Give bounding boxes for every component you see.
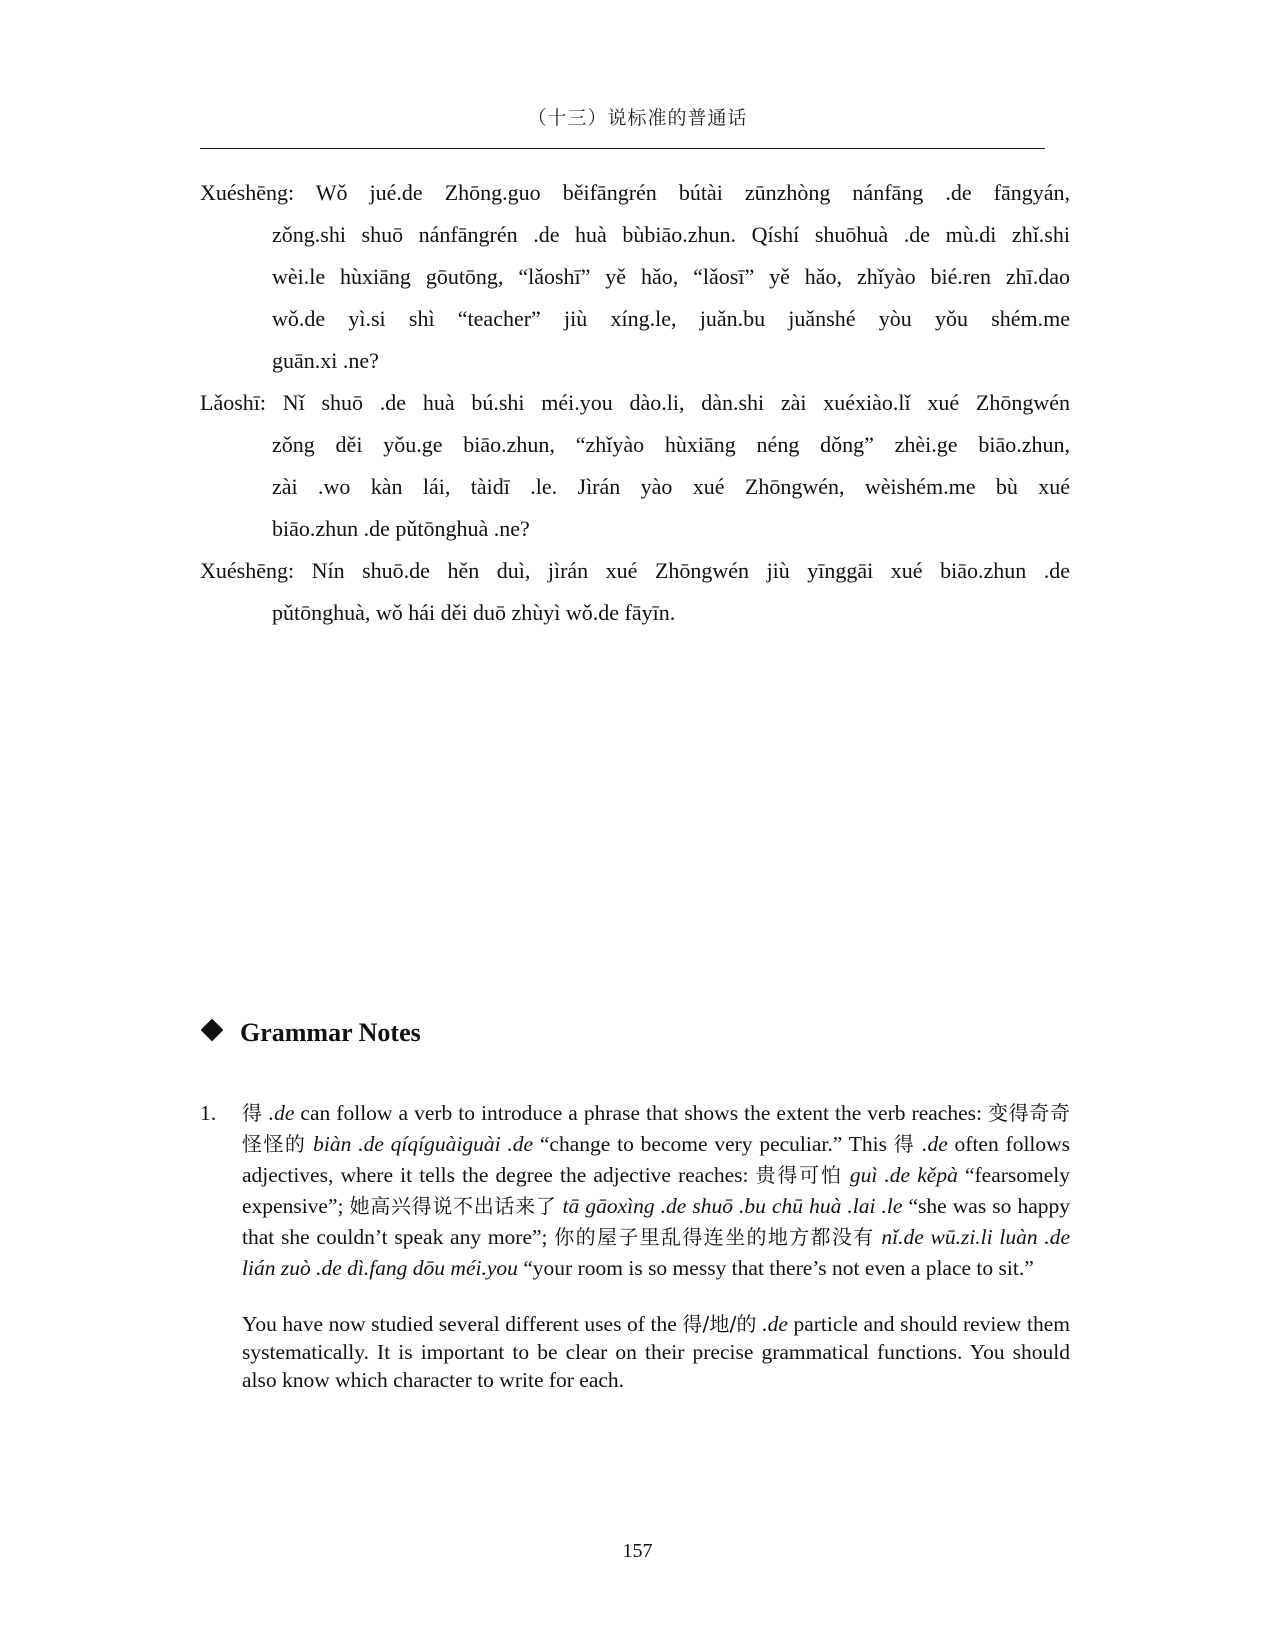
speech-line: Nín shuō.de hěn duì, jìrán xué Zhōngwén jiù yīnggāi xué biāo.zhun .de bbox=[311, 558, 1070, 583]
speech-line: biāo.zhun .de pǔtōnghuà .ne? bbox=[272, 516, 530, 541]
note-text: “fearsomely expensive”; bbox=[242, 1163, 1071, 1218]
note-text: “she was so happy that she couldn’t speak any more”; bbox=[242, 1194, 1071, 1249]
speech-line: zài .wo kàn lái, tàidī .le. Jìrán yào xué Zhōngwén, wèishém.me bù xué bbox=[272, 474, 1070, 499]
section-heading-text: Grammar Notes bbox=[240, 1018, 421, 1047]
pinyin-term: .de bbox=[922, 1132, 948, 1156]
pinyin-term: nǐ.de wū.zi.li luàn .de lián zuò .de dì.fang dōu méi.you bbox=[242, 1225, 1070, 1280]
speaker-label: Lǎoshī: bbox=[200, 390, 266, 415]
header-rule bbox=[200, 148, 1045, 149]
grammar-note-1 bbox=[200, 1098, 1070, 1394]
note-text: can follow a verb to introduce a phrase that shows the extent the verb reaches: bbox=[294, 1101, 989, 1125]
chinese-term: 她高兴得说不出话来了 bbox=[349, 1194, 557, 1218]
speech-line: wèi.le hùxiāng gōutōng, “lǎoshī” yě hǎo, “lǎosī” yě hǎo, zhǐyào bié.ren zhī.dao bbox=[272, 264, 1070, 289]
page-number: 157 bbox=[622, 1540, 653, 1562]
note-paragraph-2 bbox=[242, 1310, 1070, 1394]
note-number: 1. bbox=[200, 1101, 217, 1125]
note-text: You have now studied several different uses of the bbox=[242, 1312, 683, 1336]
chinese-term: 你的屋子里乱得连坐的地方都没有 bbox=[554, 1225, 875, 1249]
speech-line: Wǒ jué.de Zhōng.guo běifāngrén bútài zūnzhòng nánfāng .de fāngyán, bbox=[315, 180, 1070, 205]
pinyin-term: .de bbox=[762, 1312, 788, 1336]
speech-line: Nǐ shuō .de huà bú.shi méi.you dào.li, dàn.shi zài xuéxiào.lǐ xué Zhōngwén bbox=[282, 390, 1071, 415]
pinyin-term: tā gāoxìng .de shuō .bu chū huà .lai .le bbox=[562, 1194, 903, 1218]
chinese-term: 变得奇奇怪怪的 bbox=[242, 1101, 1071, 1156]
dialogue-turn-student-1 bbox=[200, 172, 1070, 382]
note-text: “change to become very peculiar.” This bbox=[533, 1132, 894, 1156]
chinese-term: 得 bbox=[893, 1132, 916, 1156]
chinese-term: 贵得可怕 bbox=[755, 1163, 843, 1187]
dialogue-turn-student-2 bbox=[200, 550, 1070, 634]
note-text: “your room is so messy that there’s not even a place to sit.” bbox=[517, 1256, 1034, 1280]
speaker-label: Xuéshēng: bbox=[200, 180, 295, 205]
dialogue bbox=[200, 172, 1070, 634]
speech-line: guān.xi .ne? bbox=[272, 348, 379, 373]
pinyin-term: .de bbox=[268, 1101, 295, 1125]
note-paragraph-1 bbox=[242, 1098, 1070, 1284]
chinese-term: 得 bbox=[242, 1101, 263, 1125]
running-header: （十三）说标准的普通话 bbox=[527, 108, 748, 129]
note-text: particle and should review them systematically. It is important to be clear on their precise grammatical functions. You should also know which character to write for each. bbox=[242, 1312, 1071, 1392]
pinyin-term: guì .de kěpà bbox=[849, 1163, 958, 1187]
diamond-bullet-icon bbox=[201, 1019, 224, 1042]
pinyin-term: biàn .de qíqíguàiguài .de bbox=[313, 1132, 534, 1156]
section-heading bbox=[200, 1018, 421, 1048]
dialogue-turn-teacher bbox=[200, 382, 1070, 550]
chinese-term: 得/地/的 bbox=[682, 1312, 757, 1336]
speech-line: zǒng.shi shuō nánfāngrén .de huà bùbiāo.zhun. Qíshí shuōhuà .de mù.di zhǐ.shi bbox=[272, 222, 1070, 247]
speaker-label: Xuéshēng: bbox=[200, 558, 295, 583]
note-text: often follows adjectives, where it tells the degree the adjective reaches: bbox=[242, 1132, 1071, 1187]
speech-line: zǒng děi yǒu.ge biāo.zhun, “zhǐyào hùxiāng néng dǒng” zhèi.ge biāo.zhun, bbox=[272, 432, 1070, 457]
speech-line: pǔtōnghuà, wǒ hái děi duō zhùyì wǒ.de fāyīn. bbox=[272, 600, 676, 625]
speech-line: wǒ.de yì.si shì “teacher” jiù xíng.le, juǎn.bu juǎnshé yòu yǒu shém.me bbox=[272, 306, 1070, 331]
note-body bbox=[242, 1098, 1070, 1394]
